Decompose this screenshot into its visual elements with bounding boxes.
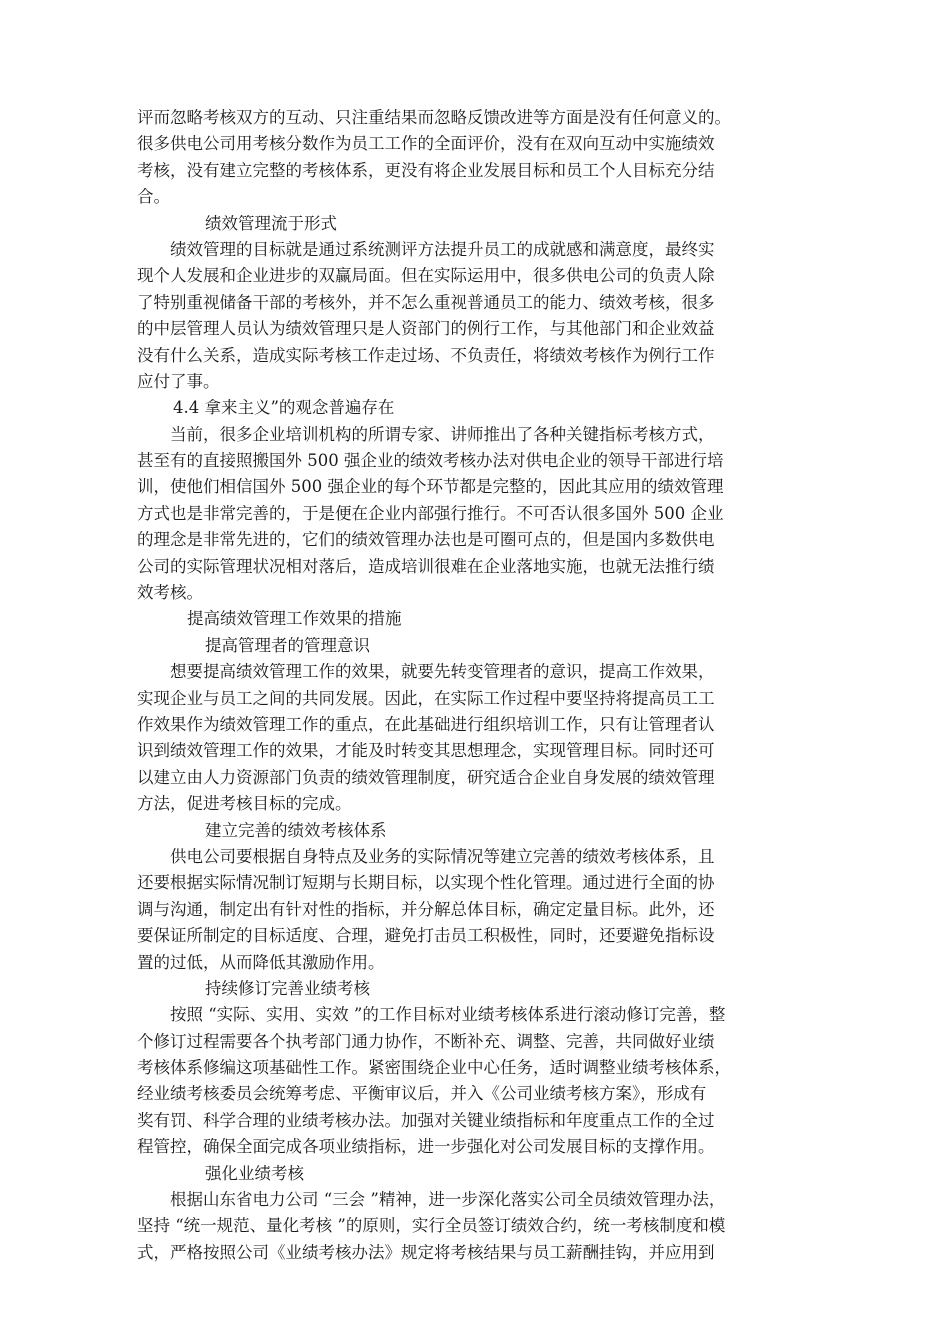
text-line: 调与沟通，制定出有针对性的指标，并分解总体目标，确定定量目标。此外，还	[137, 899, 715, 919]
text-line: 作效果作为绩效管理工作的重点，在此基础进行组织培训工作，只有让管理者认	[137, 714, 715, 734]
text-line: 很多供电公司用考核分数作为员工工作的全面评价，没有在双向互动中实施绩效	[137, 134, 715, 154]
text-line: 效考核。	[137, 583, 203, 603]
text-line: 想要提高绩效管理工作的效果，就要先转变管理者的意识，提高工作效果，	[170, 662, 715, 682]
text-line: 公司的实际管理状况相对落后，造成培训很难在企业落地实施，也就无法推行绩	[137, 556, 715, 576]
text-line: 程管控，确保全面完成各项业绩指标，进一步强化对公司发展目标的支撑作用。	[137, 1137, 715, 1157]
section-heading: 强化业绩考核	[205, 1163, 304, 1183]
text-line: 应付了事。	[137, 371, 220, 391]
section-heading: 提高绩效管理工作效果的措施	[187, 609, 402, 629]
text-line: 奖有罚、科学合理的业绩考核办法。加强对关键业绩指标和年度重点工作的全过	[137, 1110, 715, 1130]
text-line: 的理念是非常先进的，它们的绩效管理办法也是可圈可点的，但是国内多数供电	[137, 530, 715, 550]
section-heading: 4.4 拿来主义”的观念普遍存在	[173, 398, 395, 418]
text-line: 个修订过程需要各个执考部门通力协作，不断补充、调整、完善，共同做好业绩	[137, 1031, 715, 1051]
section-heading: 提高管理者的管理意识	[205, 635, 370, 655]
text-line: 供电公司要根据自身特点及业务的实际情况等建立完善的绩效考核体系，且	[170, 846, 715, 866]
text-line: 要保证所制定的目标适度、合理，避免打击员工积极性，同时，还要避免指标设	[137, 926, 715, 946]
text-line: 当前，很多企业培训机构的所谓专家、讲师推出了各种关键指标考核方式，	[170, 424, 715, 444]
paragraph	[137, 659, 827, 817]
text-line: 实现企业与员工之间的共同发展。因此，在实际工作过程中要坚持将提高员工工	[137, 688, 715, 708]
text-line: 甚至有的直接照搬国外 500 强企业的绩效考核办法对供电企业的领导干部进行培	[137, 451, 724, 471]
text-line: 以建立由人力资源部门负责的绩效管理制度，研究适合企业自身发展的绩效管理	[137, 767, 715, 787]
text-line: 式，严格按照公司《业绩考核办法》规定将考核结果与员工薪酬挂钩，并应用到	[137, 1242, 715, 1262]
paragraph	[137, 1002, 827, 1160]
text-line: 识到绩效管理工作的效果，才能及时转变其思想理念，实现管理目标。同时还可	[137, 741, 715, 761]
text-line: 了特别重视储备干部的考核外，并不怎么重视普通员工的能力、绩效考核，很多	[137, 292, 715, 312]
paragraph	[137, 422, 827, 607]
text-line: 根据山东省电力公司 “三会 ”精神，进一步深化落实公司全员绩效管理办法，	[170, 1190, 726, 1210]
text-line: 还要根据实际情况制订短期与长期目标，以实现个性化管理。通过进行全面的协	[137, 873, 715, 893]
paragraph	[137, 1187, 827, 1266]
text-line: 考核，没有建立完整的考核体系，更没有将企业发展目标和员工个人目标充分结	[137, 160, 715, 180]
text-line: 绩效管理的目标就是通过系统测评方法提升员工的成就感和满意度，最终实	[170, 239, 715, 259]
text-line: 现个人发展和企业进步的双赢局面。但在实际运用中，很多供电公司的负责人除	[137, 266, 715, 286]
text-line: 合。	[137, 187, 170, 207]
paragraph	[137, 237, 827, 395]
text-line: 考核体系修编这项基础性工作。紧密围绕企业中心任务，适时调整业绩考核体系，	[137, 1058, 731, 1078]
text-line: 没有什么关系，造成实际考核工作走过场、不负责任，将绩效考核作为例行工作	[137, 345, 715, 365]
section-heading: 绩效管理流于形式	[205, 213, 337, 233]
text-line: 的中层管理人员认为绩效管理只是人资部门的例行工作，与其他部门和企业效益	[137, 319, 715, 339]
paragraph	[137, 105, 827, 211]
text-line: 置的过低，从而降低其激励作用。	[137, 952, 385, 972]
text-line: 方法，促进考核目标的完成。	[137, 794, 352, 814]
text-line: 方式也是非常完善的，于是便在企业内部强行推行。不可否认很多国外 500 企业	[137, 503, 724, 523]
paragraph	[137, 844, 827, 976]
section-heading: 持续修订完善业绩考核	[205, 978, 370, 998]
text-line: 坚持 “统一规范、量化考核 ”的原则，实行全员签订绩效合约，统一考核制度和模	[137, 1216, 726, 1236]
section-heading: 建立完善的绩效考核体系	[205, 820, 387, 840]
text-line: 经业绩考核委员会统筹考虑、平衡审议后，并入《公司业绩考核方案》，形成有	[137, 1084, 707, 1104]
document-page	[137, 105, 827, 1266]
text-line: 评而忽略考核双方的互动、只注重结果而忽略反馈改进等方面是没有任何意义的。	[137, 108, 731, 127]
text-line: 按照 “实际、实用、实效 ”的工作目标对业绩考核体系进行滚动修订完善，整	[170, 1005, 726, 1025]
text-line: 训，使他们相信国外 500 强企业的每个环节都是完整的，因此其应用的绩效管理	[137, 477, 724, 497]
